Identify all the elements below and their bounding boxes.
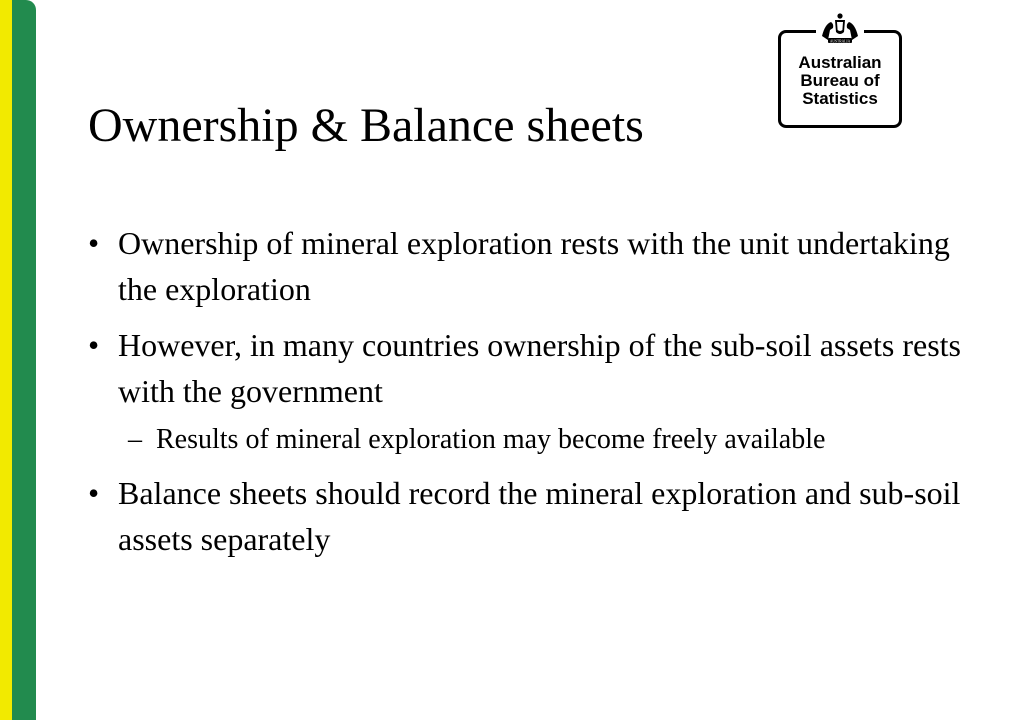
side-accent-bar-yellow (0, 0, 12, 720)
bullet-item (88, 470, 968, 562)
slide-title: Ownership & Balance sheets (88, 99, 644, 152)
logo-wordmark (778, 54, 902, 108)
bullet-marker: • (88, 327, 100, 363)
logo-line-3: Statistics (802, 89, 878, 108)
logo-line-2: Bureau of (800, 71, 880, 90)
bullet-text: Ownership of mineral exploration rests with the unit undertaking the exploration (118, 225, 950, 307)
bullet-item (88, 322, 968, 460)
bullet-item (88, 220, 968, 312)
bullet-text: However, in many countries ownership of the sub-soil assets rests with the government (118, 327, 961, 409)
sub-bullet-marker: – (128, 424, 142, 455)
sub-bullet-text: Results of mineral exploration may become freely available (156, 424, 826, 455)
bullet-marker: • (88, 475, 100, 511)
logo-crest-text: AUSTRALIA (829, 39, 851, 44)
sub-bullet-item (118, 420, 968, 460)
sub-bullet-list (118, 420, 968, 460)
bullet-text: Balance sheets should record the mineral exploration and sub-soil assets separately (118, 475, 961, 557)
logo-line-1: Australian (798, 53, 882, 72)
coat-of-arms-icon (816, 12, 864, 46)
abs-logo (778, 12, 902, 128)
bullet-marker: • (88, 225, 100, 261)
bullet-list (88, 220, 968, 572)
side-accent-bar-green (12, 0, 36, 720)
